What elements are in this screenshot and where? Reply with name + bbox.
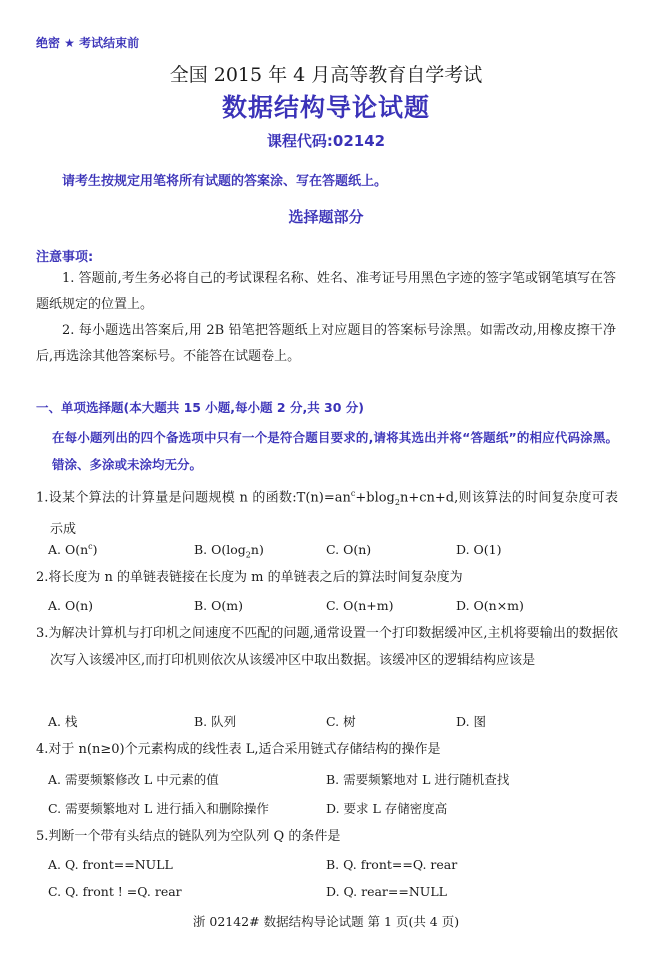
section-title: 选择题部分 <box>288 208 364 226</box>
question-1-option-d: D. O(1) <box>456 542 502 557</box>
question-3-option-b: B. 队列 <box>194 714 237 729</box>
note-item: 2. 每小题选出答案后,用 2B 铅笔把答题纸上对应题目的答案标号涂黑。如需改动,用橡皮擦干净后,再选涂其他答案标号。不能答在试题卷上。 <box>36 323 616 364</box>
part-note: 在每小题列出的四个备选项中只有一个是符合题目要求的,请将其选出并将“答题纸”的相应代码涂黑。错涂、多涂或未涂均无分。 <box>52 430 618 472</box>
question-1-option-a: A. $O(n^c)$ <box>48 542 98 558</box>
question-5-option-c: C. Q. front ! =Q. rear <box>48 884 182 899</box>
question-2-option-b: B. O(m) <box>194 598 243 613</box>
question-4-option-b: B. 需要频繁地对 L 进行随机查找 <box>326 772 510 787</box>
question-4-option-d: D. 要求 L 存储密度高 <box>326 801 448 816</box>
question-3-option-a: A. 栈 <box>48 714 78 729</box>
question-5-option-b: B. Q. front==Q. rear <box>326 857 458 872</box>
question-5-stem: 5.判断一个带有头结点的链队列为空队列 Q 的条件是 <box>36 829 341 844</box>
question-2-stem: 2.将长度为 n 的单链表链接在长度为 m 的单链表之后的算法时间复杂度为 <box>36 570 463 585</box>
question-3-stem: 3.为解决计算机与打印机之间速度不匹配的问题,通常设置一个打印数据缓冲区,主机将要输出的数据依次写入该缓冲区,而打印机则依次从该缓冲区中取出数据。该缓冲区的逻辑结构应该是 <box>36 626 618 668</box>
question-3-option-c: C. 树 <box>326 714 356 729</box>
question-5-option-d: D. Q. rear==NULL <box>326 884 447 899</box>
subject-title: 数据结构导论试题 <box>221 93 430 122</box>
note-item: 1. 答题前,考生务必将自己的考试课程名称、姓名、准考证号用黑色字迹的签字笔或钢笔填写在答题纸规定的位置上。 <box>36 271 616 312</box>
question-4-stem: 4.对于 n(n≥0)个元素构成的线性表 L,适合采用链式存储结构的操作是 <box>36 742 441 757</box>
course-code: 课程代码:02142 <box>266 132 386 150</box>
question-1-stem: 1.设某个算法的计算量是问题规模 n 的函数$:T(n)=an^c+blog_2n+cn+d$,则该算法的时间复杂度可表示成 <box>36 489 618 537</box>
notes-title: 注意事项: <box>36 250 94 265</box>
question-2-option-a: A. O(n) <box>48 598 94 613</box>
confidential-mark: 绝密 ★ 考试结束前 <box>36 36 140 50</box>
question-2-option-c: C. O(n+m) <box>326 598 394 613</box>
question-1-option-c: C. O(n) <box>326 542 372 557</box>
question-2-option-d: D. O(n×m) <box>456 598 524 613</box>
question-1-option-b: B. $O(\log_2n)$ <box>194 542 264 560</box>
answer-instruction: 请考生按规定用笔将所有试题的答案涂、写在答题纸上。 <box>62 174 388 189</box>
question-5-option-a: A. Q. front==NULL <box>48 857 173 872</box>
page-footer: 浙 02142# 数据结构导论试题 第 1 页(共 4 页) <box>192 914 460 929</box>
exam-title: 全国 2015 年 4 月高等教育自学考试 <box>169 64 483 86</box>
question-3-option-d: D. 图 <box>456 714 487 729</box>
question-4-option-a: A. 需要频繁修改 L 中元素的值 <box>48 772 219 787</box>
part-header: 一、单项选择题(本大题共 15 小题,每小题 2 分,共 30 分) <box>36 400 365 415</box>
question-4-option-c: C. 需要频繁地对 L 进行插入和删除操作 <box>48 801 269 816</box>
